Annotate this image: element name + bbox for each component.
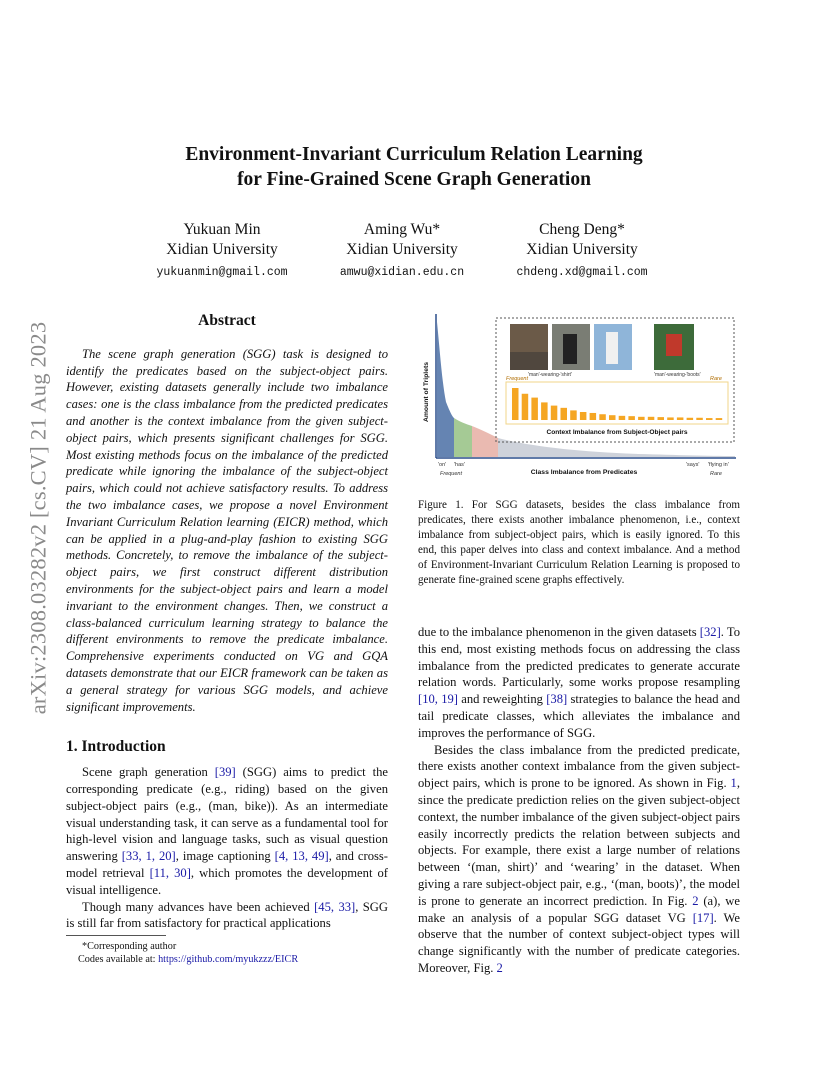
inset-bar — [561, 408, 568, 420]
citation-link[interactable]: [17] — [692, 910, 714, 925]
inset-bar — [648, 417, 655, 420]
inset-bar — [638, 417, 645, 420]
paper-title-line1: Environment-Invariant Curriculum Relation Learning — [185, 144, 643, 165]
citation-link[interactable]: [38] — [546, 692, 568, 707]
inset-bar — [590, 413, 597, 420]
author-name: Cheng Deng* — [539, 221, 625, 238]
inset-bar — [609, 415, 616, 420]
inset-bar-group — [512, 388, 722, 420]
y-axis-label: Amount of Triplets — [423, 361, 430, 423]
inset-bar — [628, 416, 635, 420]
citation-link[interactable]: [11, 30] — [149, 865, 191, 880]
footnote — [66, 940, 396, 966]
author-name: Yukuan Min — [183, 221, 261, 238]
inset-bar — [531, 398, 538, 420]
axis-rare-label: Rare — [710, 471, 722, 477]
intro-heading: 1. Introduction — [66, 738, 166, 756]
triplet-right-label: 'man'-wearing-'boots' — [654, 372, 701, 378]
inset-bar-frame — [506, 382, 728, 424]
citation-link[interactable]: [32] — [699, 625, 721, 639]
paper-title-line2: for Fine-Grained Scene Graph Generation — [237, 169, 591, 190]
inset-bar — [687, 418, 694, 420]
left-column — [66, 313, 388, 932]
arxiv-identifier — [22, 278, 54, 758]
rare-label: Rare — [710, 376, 722, 382]
distribution-curve-tail — [498, 438, 735, 457]
author-email: yukuanmin@gmail.com — [156, 266, 288, 279]
author-3 — [472, 220, 692, 283]
inset-bar — [706, 418, 713, 420]
head-predicate-on: 'on' — [438, 462, 447, 468]
distribution-curve-blue — [437, 322, 454, 457]
author-email: amwu@xidian.edu.cn — [339, 266, 465, 279]
x-axis-label: Class Imbalance from Predicates — [530, 469, 638, 476]
citation-link[interactable]: [4, 13, 49] — [274, 849, 329, 864]
right-paragraph-1: due to the imbalance phenomenon in the given datasets [32]. To this end, most existing methods focus on addressing the class imbalance from the predicted predicates to generate accurate relation words. Particularly, some works propose resampling [10, 19] and reweighting [38] strategies to balance the head and tail predicate classes, which alleviates the imbalance and improves the performance of SGG. — [418, 625, 741, 740]
inset-bar — [716, 418, 723, 420]
right-paragraph-2: Besides the class imbalance from the predicted predicate, there exists another context imbalance from the given subject-object pairs, which is prone to be ignored. As shown in Fig. 1, since the predicate prediction relies on the given subject-object context, the number imbalance of the given subject-object pairs easily incorrectly predicts the relation between subjects and objects. For example, there exist a large number of relations between ‘(man, shirt)’ and ‘wearing’ in the dataset. When giving a rare subject-object pair, e.g., ‘(man, boots)’, the model is prone to generate an incorrect prediction. In Fig. 2 (a), we make an analysis of a popular SGG dataset VG [17]. We observe that the number of context subject-object types will change significantly with the number of predicate categories. Moreover, Fig. 2 — [418, 742, 740, 975]
abstract-heading: Abstract — [198, 312, 256, 329]
head-predicate-has: 'has' — [454, 462, 465, 468]
distribution-curve-pink — [472, 426, 498, 457]
right-column — [418, 624, 740, 977]
tail-predicate-says: 'says' — [686, 462, 700, 468]
inset-bar — [599, 414, 606, 420]
author-affiliation: Xidian University — [346, 241, 458, 258]
inset-label: Context Imbalance from Subject-Object pairs — [546, 429, 688, 436]
axis-frequent-label: Frequent — [440, 471, 463, 477]
footnote-code: Codes available at: https://github.com/myukzzz/EICR — [78, 954, 299, 965]
distribution-curve-green — [454, 418, 472, 457]
inset-bar — [570, 410, 577, 420]
inset-bar — [512, 388, 519, 420]
intro-paragraph-2: Though many advances have been achieved [45, 33], SGG is still far from satisfactory for practical applications — [66, 899, 388, 931]
inset-bar — [551, 406, 558, 420]
inset-bar — [522, 394, 529, 420]
inset-bar — [580, 412, 587, 420]
code-url-link[interactable]: https://github.com/myukzzz/EICR — [158, 954, 299, 965]
inset-bar — [619, 416, 626, 420]
figure-1 — [418, 312, 740, 484]
figure-1-svg — [418, 312, 740, 484]
triplet-left-label: 'man'-wearing-'shirt' — [528, 372, 572, 378]
citation-link[interactable]: [39] — [214, 765, 236, 780]
figure-1-caption: Figure 1. For SGG datasets, besides the class imbalance from predicates, there exists another imbalance phenomenon, i.e., context imbalance from subject-object pairs, which is easily ignored. To this end, this paper delves into class and context imbalance. And a method of Environment-Invariant Curriculum Relation Learning is proposed to generate fine-grained scene graphs effectively. — [418, 499, 740, 586]
inset-bar — [677, 417, 684, 420]
author-affiliation: Xidian University — [526, 241, 638, 258]
arxiv-id-text: arXiv:2308.03282v2 [cs.CV] 21 Aug 2023 — [25, 321, 51, 715]
inset-bar — [541, 402, 548, 420]
tail-predicate-flying-in: 'flying in' — [708, 462, 729, 468]
inset-bar — [667, 417, 674, 420]
inset-bar — [696, 418, 703, 420]
author-affiliation: Xidian University — [166, 241, 278, 258]
author-name: Aming Wu* — [363, 221, 441, 238]
citation-link[interactable]: [45, 33] — [314, 899, 356, 914]
frequent-label: Frequent — [506, 376, 529, 382]
intro-paragraph-1: Scene graph generation [39] (SGG) aims to predict the corresponding predicate (e.g., riding) based on the given subject-object pairs (e.g., (man, bike)). As an intermediate visual understanding task, it can serve as a fundamental tool for high-level vision and language tasks, such as visual question answering [33, 1, 20], image captioning [4, 13, 49], and cross-model retrieval [11, 30], which promotes the development of visual intelligence. — [66, 765, 389, 897]
author-email: chdeng.xd@gmail.com — [516, 266, 648, 279]
footnote-rule — [66, 935, 166, 936]
figure-ref-link[interactable]: 1 — [730, 776, 737, 791]
inset-bar — [658, 417, 665, 420]
figure-ref-link[interactable]: 2 — [692, 893, 699, 908]
abstract-text: The scene graph generation (SGG) task is designed to identify the predicates based on the subject-object pairs. However, existing datasets generally include two imbalance cases: one is the class imbalance from the predicted predicates and another is the context imbalance from the given subject-object pairs, which presents significant challenges for SGG. Most existing methods focus on the imbalance of the predicted predicate while ignoring the imbalance of the subject-object pairs, which could not achieve satisfactory results. To address the two imbalance cases, we propose a novel Environment Invariant Curriculum Relation learning (EICR) method, which can be applied in a plug-and-play fashion to existing SGG methods. Concretely, to remove the imbalance of the subject-object pairs, we first construct different distribution environments for the subject-object pairs and learn a model invariant to the environment changes. Then, we construct a class-balanced curriculum learning strategy to balance the different environments to remove the predicate imbalance. Comprehensive experiments conducted on VG and GQA datasets demonstrate that our EICR framework can be taken as a general strategy for various SGG models, and achieve significant improvements. — [66, 346, 388, 714]
figure-ref-link[interactable]: 2 — [496, 960, 503, 975]
citation-link[interactable]: [33, 1, 20] — [121, 849, 176, 864]
citation-link[interactable]: [10, 19] — [418, 692, 459, 707]
footnote-corresponding: *Corresponding author — [82, 941, 177, 952]
